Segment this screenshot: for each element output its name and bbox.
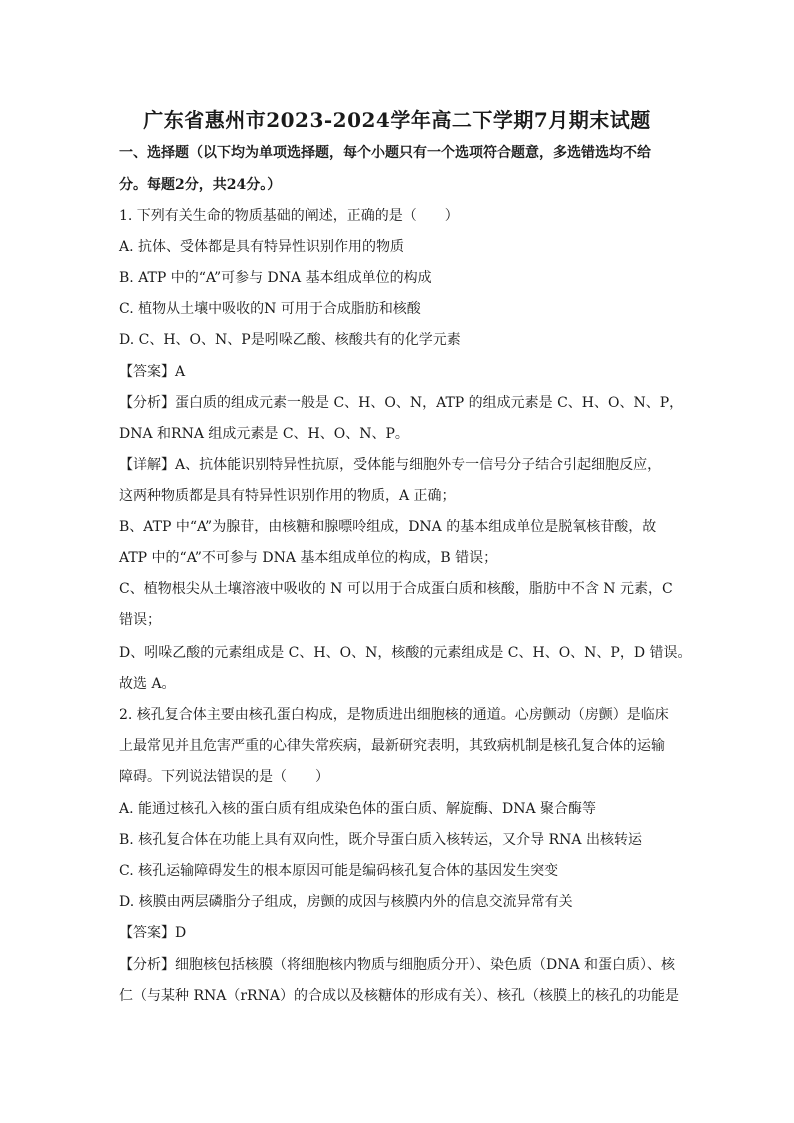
q2-answer: 【答案】D (119, 925, 187, 941)
q2-stem-line-1: 2. 核孔复合体主要由核孔蛋白构成，是物质进出细胞核的通道。心房颤动（房颤）是临床 (119, 707, 669, 723)
q1-analysis-line-1: 【分析】蛋白质的组成元素一般是 C、H、O、N，ATP 的组成元素是 C、H、O、N、P， (119, 395, 684, 411)
q1-detail-line-3: B、ATP 中“A”为腺苷，由核糖和腺嘌呤组成，DNA 的基本组成单位是脱氧核苷酸，故 (119, 519, 657, 535)
q2-option-b: B. 核孔复合体在功能上具有双向性，既介导蛋白质入核转运，又介导 RNA 出核转运 (119, 832, 642, 848)
q1-answer: 【答案】A (119, 364, 186, 380)
q1-detail-line-5: C、植物根尖从土壤溶液中吸收的 N 可以用于合成蛋白质和核酸，脂肪中不含 N 元素，C (119, 581, 673, 597)
q1-detail-line-2: 这两种物质都是具有特异性识别作用的物质，A 正确； (119, 488, 456, 504)
q1-option-d: D. C、H、O、N、P是吲哚乙酸、核酸共有的化学元素 (119, 332, 461, 348)
q2-option-d: D. 核膜由两层磷脂分子组成，房颤的成因与核膜内外的信息交流异常有关 (119, 894, 573, 910)
q1-stem: 1. 下列有关生命的物质基础的阐述，正确的是（ ） (119, 208, 459, 224)
section-header-line-2: 分。每题2分，共24分。） (119, 177, 282, 193)
q2-analysis-line-2: 仁（与某种 RNA（rRNA）的合成以及核糖体的形成有关）、核孔（核膜上的核孔的功能是 (119, 988, 679, 1004)
section-header-line-1: 一、选择题（以下均为单项选择题，每个小题只有一个选项符合题意，多选错选均不给 (119, 145, 651, 161)
q2-option-a: A. 能通过核孔入核的蛋白质有组成染色体的蛋白质、解旋酶、DNA 聚合酶等 (119, 801, 597, 817)
q1-detail-line-7: D、吲哚乙酸的元素组成是 C、H、O、N，核酸的元素组成是 C、H、O、N、P，D 错误。 (119, 645, 692, 661)
q2-option-c: C. 核孔运输障碍发生的根本原因可能是编码核孔复合体的基因发生突变 (119, 863, 559, 879)
q2-analysis-line-1: 【分析】细胞核包括核膜（将细胞核内物质与细胞质分开）、染色质（DNA 和蛋白质）、核 (119, 957, 676, 973)
q1-option-b: B. ATP 中的“A”可参与 DNA 基本组成单位的构成 (119, 270, 432, 286)
q1-option-c: C. 植物从土壤中吸收的N 可用于合成脂肪和核酸 (119, 301, 421, 317)
q1-option-a: A. 抗体、受体都是具有特异性识别作用的物质 (119, 239, 405, 255)
q1-detail-line-8: 故选 A。 (119, 676, 176, 692)
q1-analysis-line-2: DNA 和RNA 组成元素是 C、H、O、N、P。 (119, 426, 409, 442)
q1-detail-line-1: 【详解】A、抗体能识别特异性抗原，受体能与细胞外专一信号分子结合引起细胞反应， (119, 457, 662, 473)
q2-stem-line-3: 障碍。下列说法错误的是（ ） (119, 769, 329, 785)
q2-stem-line-2: 上最常见并且危害严重的心律失常疾病，最新研究表明，其致病机制是核孔复合体的运输 (119, 738, 665, 754)
document-title: 广东省惠州市2023-2024学年高二下学期7月期末试题 (143, 108, 651, 132)
q1-detail-line-6: 错误； (119, 612, 161, 628)
q1-detail-line-4: ATP 中的“A”不可参与 DNA 基本组成单位的构成，B 错误； (119, 550, 498, 566)
